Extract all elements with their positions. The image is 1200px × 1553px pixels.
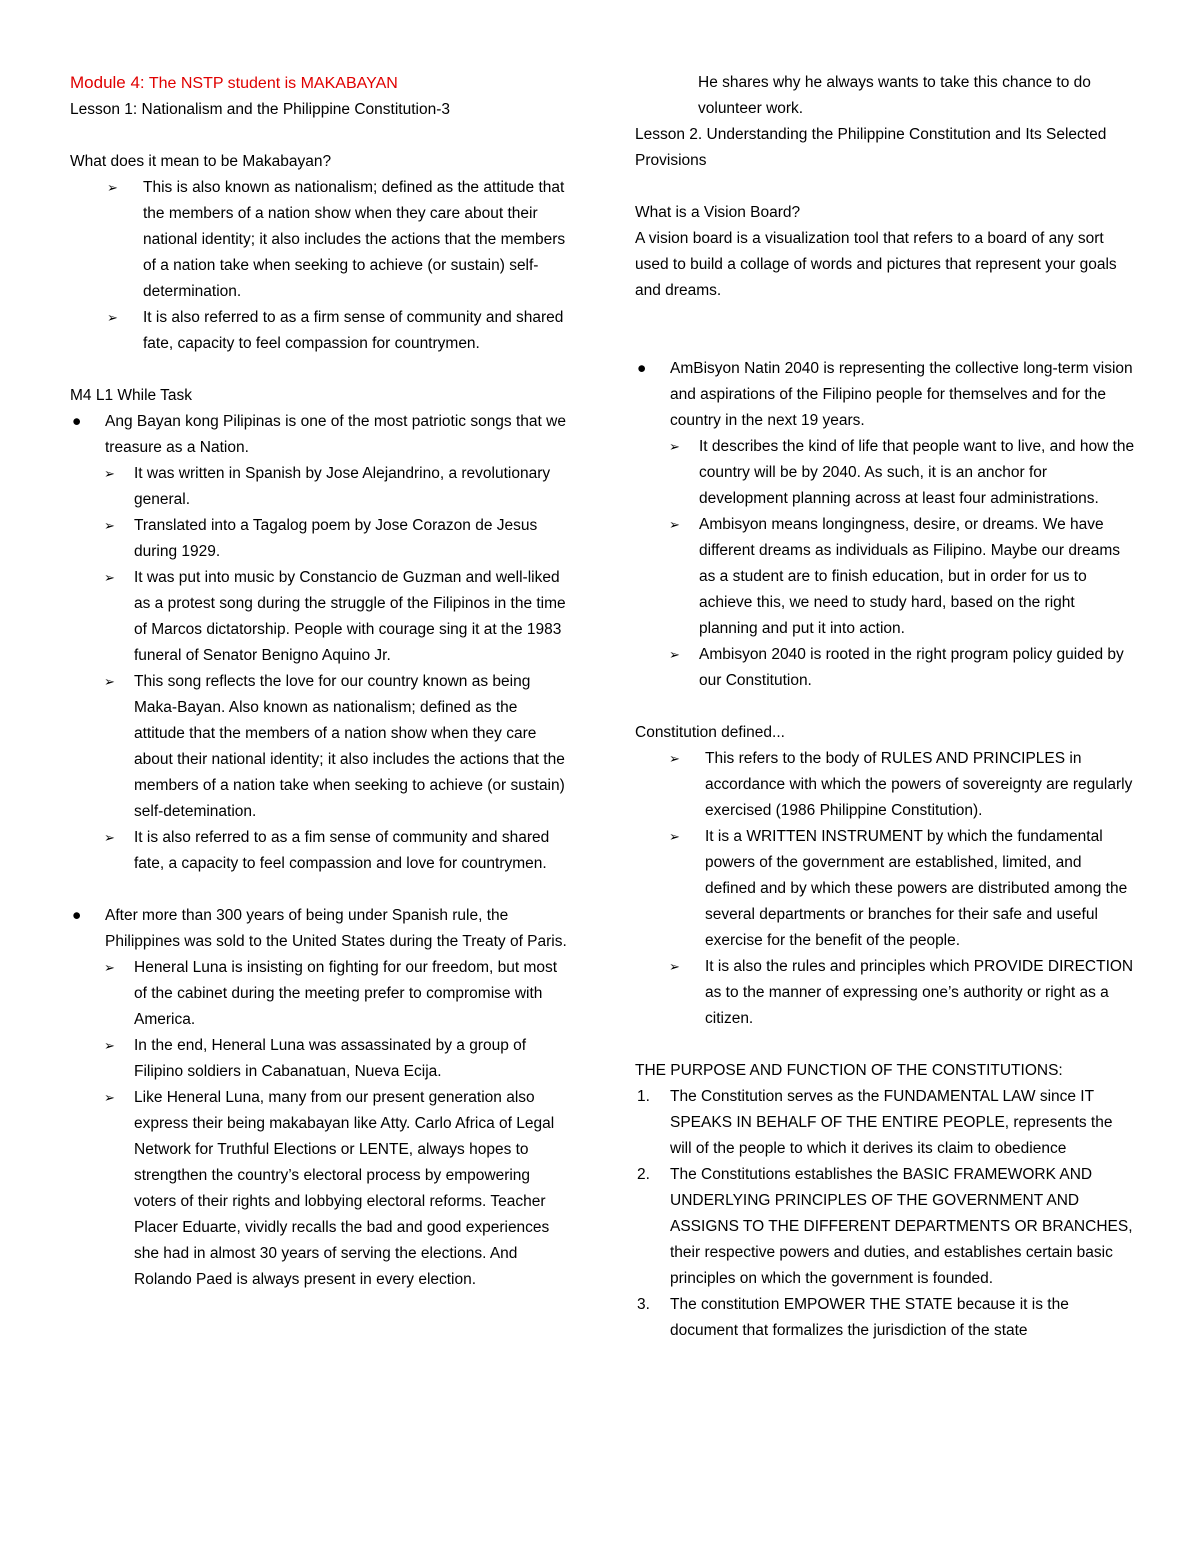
list-item: ● Ang Bayan kong Pilipinas is one of the most patriotic songs that we treasure as a Nation. <box>70 409 570 461</box>
arrow-bullet-icon: ➢ <box>104 570 115 585</box>
list-item: ➢ This song reflects the love for our country known as being Maka-Bayan. Also known as nationalism; defined as the attitude that the members of a nation show when they care about their national identity; it also includes the actions that the members of a nation take when seeking to achieve (or sustain) self-detemination. <box>70 669 570 825</box>
arrow-bullet-icon: ➢ <box>104 518 115 533</box>
arrow-bullet-icon: ➢ <box>669 439 680 454</box>
item-number: 2. <box>637 1166 650 1183</box>
list-item: ➢ This refers to the body of RULES AND PRINCIPLES in accordance with which the powers of sovereignty are regularly exercised (1986 Philippine Constitution). <box>635 746 1135 824</box>
lesson1-title: Lesson 1: Nationalism and the Philippine Constitution-3 <box>70 101 450 118</box>
list-item: ➢ In the end, Heneral Luna was assassinated by a group of Filipino soldiers in Cabanatuan, Nueva Ecija. <box>70 1033 570 1085</box>
arrow-bullet-icon: ➢ <box>669 647 680 662</box>
numbered-item: 3. The constitution EMPOWER THE STATE because it is the document that formalizes the jurisdiction of the state <box>635 1292 1135 1344</box>
arrow-bullet-icon: ➢ <box>104 960 115 975</box>
arrow-bullet-icon: ➢ <box>104 1090 115 1105</box>
arrow-bullet-icon: ➢ <box>107 180 118 195</box>
list-item: ➢ Ambisyon means longingness, desire, or dreams. We have different dreams as individuals as Filipino. Maybe our dreams as a student are to finish education, but in order for us to achieve this, we need to study hard, based on the right planning and put it into action. <box>635 512 1135 642</box>
list-item: ➢ It is also referred to as a firm sense of community and shared fate, capacity to feel compassion for countrymen. <box>70 305 570 357</box>
list-item: ➢ It describes the kind of life that people want to live, and how the country will be by 2040. As such, it is an anchor for development planning across at least four administrations. <box>635 434 1135 512</box>
vision-definition: A vision board is a visualization tool that refers to a board of any sort used to build a collage of words and pictures that represent your goals and dreams. <box>635 230 1117 299</box>
item-number: 1. <box>637 1088 650 1105</box>
purpose-heading: THE PURPOSE AND FUNCTION OF THE CONSTITUTIONS: <box>635 1062 1063 1079</box>
module-label: Module 4: <box>70 73 145 92</box>
bullet-icon: ● <box>637 360 647 377</box>
list-item: ➢ It is also referred to as a fim sense of community and shared fate, a capacity to feel compassion and love for countrymen. <box>70 825 570 877</box>
item-number: 3. <box>637 1296 650 1313</box>
list-item: ➢ Like Heneral Luna, many from our present generation also express their being makabayan like Atty. Carlo Africa of Legal Network for Truthful Elections or LENTE, always hopes to strengthen the country’s electoral process by empowering voters of their rights and lobbying electoral reforms. Teacher Placer Eduarte, vividly recalls the bad and good experiences she had in almost 30 years of serving the elections. And Rolando Paed is always present in every election. <box>70 1085 570 1293</box>
question-heading: What does it mean to be Makabayan? <box>70 153 332 170</box>
arrow-bullet-icon: ➢ <box>104 830 115 845</box>
list-item: ➢ This is also known as nationalism; defined as the attitude that the members of a nation show when they care about their national identity; it also includes the actions that the members of a nation take when seeking to achieve (or sustain) self-determination. <box>70 175 570 305</box>
list-item: ➢ It was written in Spanish by Jose Alejandrino, a revolutionary general. <box>70 461 570 513</box>
list-item: ➢ It is a WRITTEN INSTRUMENT by which the fundamental powers of the government are established, limited, and defined and by which these powers are distributed among the several departments or branches for their safe and useful exercise for the benefit of the people. <box>635 824 1135 954</box>
bullet-icon: ● <box>72 413 82 430</box>
list-item: ● AmBisyon Natin 2040 is representing the collective long-term vision and aspirations of the Filipino people for themselves and for the country in the next 19 years. <box>635 356 1135 434</box>
list-item: ● After more than 300 years of being under Spanish rule, the Philippines was sold to the United States during the Treaty of Paris. <box>70 903 570 955</box>
arrow-bullet-icon: ➢ <box>669 829 680 844</box>
arrow-bullet-icon: ➢ <box>669 517 680 532</box>
arrow-bullet-icon: ➢ <box>104 674 115 689</box>
arrow-bullet-icon: ➢ <box>104 1038 115 1053</box>
left-column <box>70 70 570 1293</box>
lesson2-title: Lesson 2. Understanding the Philippine Constitution and Its Selected Provisions <box>635 126 1107 169</box>
bullet-icon: ● <box>72 907 82 924</box>
continuation-text: He shares why he always wants to take this chance to do volunteer work. <box>698 74 1091 117</box>
right-column <box>635 70 1135 1344</box>
list-item: ➢ It was put into music by Constancio de Guzman and well-liked as a protest song during the struggle of the Filipinos in the time of Marcos dictatorship. People with courage sing it at the 1983 funeral of Senator Benigno Aquino Jr. <box>70 565 570 669</box>
arrow-bullet-icon: ➢ <box>107 310 118 325</box>
arrow-bullet-icon: ➢ <box>104 466 115 481</box>
list-item: ➢ Translated into a Tagalog poem by Jose Corazon de Jesus during 1929. <box>70 513 570 565</box>
constitution-heading: Constitution defined... <box>635 724 785 741</box>
list-item: ➢ It is also the rules and principles which PROVIDE DIRECTION as to the manner of expressing one’s authority or right as a citizen. <box>635 954 1135 1032</box>
module-heading <box>70 70 570 97</box>
arrow-bullet-icon: ➢ <box>669 751 680 766</box>
vision-heading: What is a Vision Board? <box>635 204 801 221</box>
list-item: ➢ Ambisyon 2040 is rooted in the right program policy guided by our Constitution. <box>635 642 1135 694</box>
list-item: ➢ Heneral Luna is insisting on fighting for our freedom, but most of the cabinet during the meeting prefer to compromise with America. <box>70 955 570 1033</box>
while-task-heading: M4 L1 While Task <box>70 387 193 404</box>
numbered-item: 1. The Constitution serves as the FUNDAMENTAL LAW since IT SPEAKS IN BEHALF OF THE ENTIRE PEOPLE, represents the will of the people to which it derives its claim to obedience <box>635 1084 1135 1162</box>
numbered-item: 2. The Constitutions establishes the BASIC FRAMEWORK AND UNDERLYING PRINCIPLES OF THE GOVERNMENT AND ASSIGNS TO THE DIFFERENT DEPARTMENTS OR BRANCHES, their respective powers and duties, and establishes certain basic principles on which the government is founded. <box>635 1162 1135 1292</box>
module-title: The NSTP student is MAKABAYAN <box>148 75 398 92</box>
arrow-bullet-icon: ➢ <box>669 959 680 974</box>
